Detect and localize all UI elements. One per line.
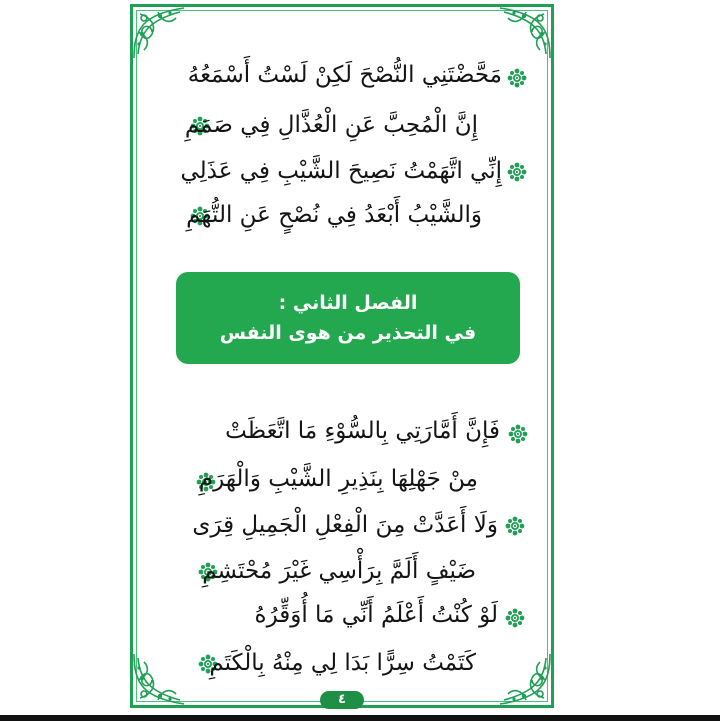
rosette-icon <box>505 516 525 536</box>
corner-ornament-icon <box>496 4 554 62</box>
chapter-heading-box <box>176 272 520 364</box>
corner-ornament-icon <box>496 650 554 708</box>
verse-line: مَحَّضْتَنِي النُّصْحَ لَكِنْ لَسْتُ أَسْمَعُهُ <box>187 62 502 88</box>
verse-line: ضَيْفٍ أَلَمَّ بِرَأْسِي غَيْرَ مُحْتَشِمِ <box>202 558 476 584</box>
rosette-icon <box>508 424 528 444</box>
chapter-subtitle: في التحذير من هوى النفس <box>219 322 477 344</box>
rosette-icon <box>507 68 527 88</box>
verse-line: وَالشَّيْبُ أَبْعَدُ فِي نُصْحٍ عَنِ التُّهَمِ <box>186 202 482 228</box>
corner-ornament-icon <box>130 4 188 62</box>
rosette-icon <box>505 608 525 628</box>
verse-line: لَوْ كُنْتُ أَعْلَمُ أَنِّي مَا أُوَقِّرُهُ <box>254 602 498 628</box>
corner-ornament-icon <box>130 650 188 708</box>
verse-line: مِنْ جَهْلِهَا بِنَذِيرِ الشَّيْبِ وَالْهَرَمِ <box>198 466 478 492</box>
page-number: ٤ <box>320 691 364 709</box>
chapter-title: الفصل الثاني : <box>278 292 418 314</box>
bottom-divider <box>0 715 720 721</box>
verse-line: كَتَمْتُ سِرًّا بَدَا لِي مِنْهُ بِالْكَتَمِ <box>209 650 476 676</box>
verse-line: فَإِنَّ أَمَّارَتِي بِالسُّوْءِ مَا اتَّعَظَتْ <box>225 418 500 444</box>
verse-line: وَلَا أَعَدَّتْ مِنَ الْفِعْلِ الْجَمِيلِ قِرَى <box>192 512 498 538</box>
verse-line: إِنَّ الْمُحِبَّ عَنِ الْعُذَّالِ فِي صَمَمِ <box>184 112 478 138</box>
rosette-icon <box>507 162 527 182</box>
verse-line: إِنِّي اتَّهَمْتُ نَصِيحَ الشَّيْبِ فِي عَذَلِي <box>180 158 502 184</box>
